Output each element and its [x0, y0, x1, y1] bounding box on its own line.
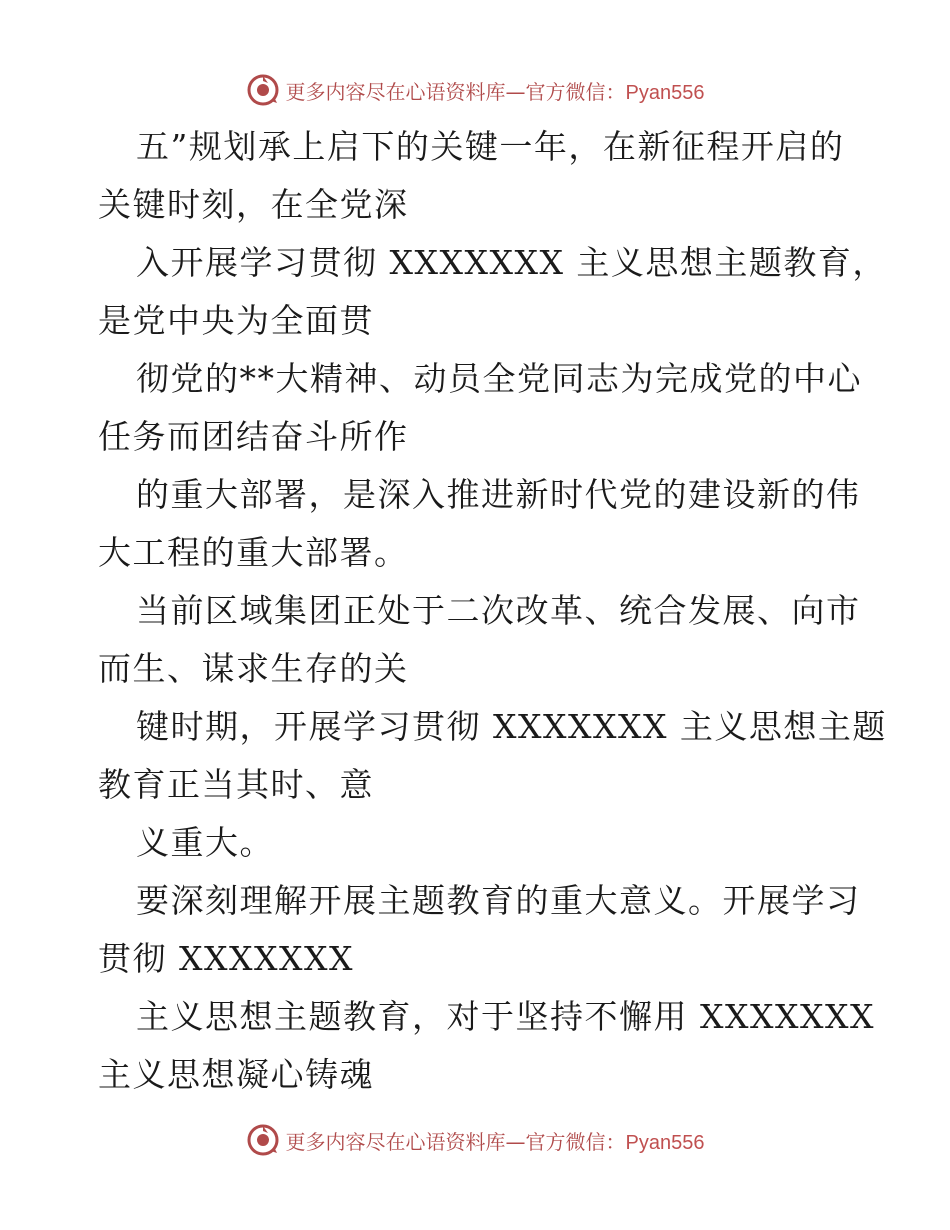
text-line: 当前区域集团正处于二次改革、统合发展、向市	[136, 591, 861, 630]
footer-watermark	[0, 1120, 950, 1160]
text-line: 的重大部署，是深入推进新时代党的建设新的伟	[136, 475, 861, 514]
text-line: 任务而团结奋斗所作	[98, 417, 409, 456]
text-line: 义重大。	[136, 823, 274, 862]
text-line: 要深刻理解开展主题教育的重大意义。开展学习	[136, 881, 861, 920]
text-line: 主义思想凝心铸魂	[98, 1055, 374, 1094]
text-line: 关键时刻，在全党深	[98, 185, 409, 224]
text-line: 入开展学习贯彻 XXXXXXX 主义思想主题教育，	[136, 243, 887, 282]
text-line: 教育正当其时、意	[98, 765, 374, 804]
header-watermark	[0, 70, 950, 110]
footer-watermark-text: 更多内容尽在心语资料库—官方微信：Pyan556	[285, 1129, 705, 1154]
text-line: 大工程的重大部署。	[98, 533, 409, 572]
text-line: 贯彻 XXXXXXX	[98, 939, 354, 978]
text-line: 五”规划承上启下的关键一年，在新征程开启的	[136, 127, 845, 166]
document-body	[98, 118, 887, 1104]
text-line: 彻党的**大精神、动员全党同志为完成党的中心	[136, 359, 862, 398]
text-line: 而生、谋求生存的关	[98, 649, 409, 688]
header-watermark-text: 更多内容尽在心语资料库—官方微信：Pyan556	[285, 79, 705, 104]
text-line: 键时期，开展学习贯彻 XXXXXXX 主义思想主题	[136, 707, 887, 746]
text-line: 主义思想主题教育，对于坚持不懈用 XXXXXXX	[136, 997, 875, 1036]
brand-logo-icon	[246, 73, 280, 107]
text-line: 是党中央为全面贯	[98, 301, 374, 340]
brand-logo-icon	[246, 1123, 280, 1157]
